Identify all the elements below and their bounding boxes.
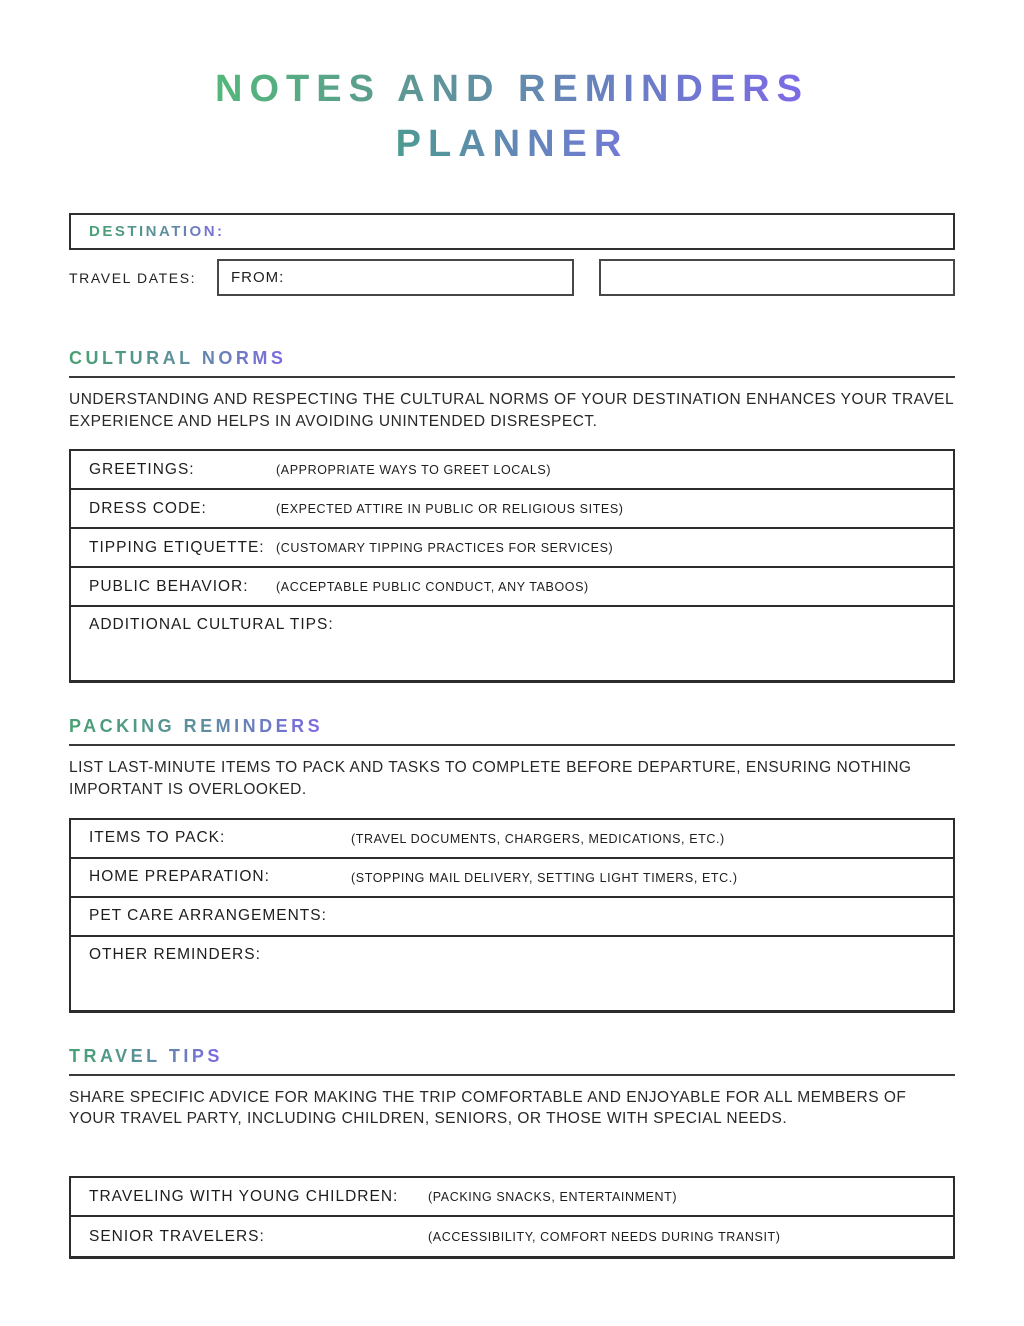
- travel-dates-row: [69, 259, 955, 296]
- table-row[interactable]: [71, 490, 953, 529]
- section-heading: PACKING REMINDERS: [69, 716, 324, 737]
- table-row[interactable]: [71, 607, 953, 680]
- travel-dates-label: TRAVEL DATES:: [69, 269, 197, 286]
- row-label: TRAVELING WITH YOUNG CHILDREN:: [89, 1187, 399, 1205]
- row-label: ITEMS TO PACK:: [89, 829, 226, 847]
- section-description: UNDERSTANDING AND RESPECTING THE CULTURAL NORMS OF YOUR DESTINATION ENHANCES YOUR TRAVEL EXPERIENCE AND HELPS IN AVOIDING UNINTENDED DISRESPECT.: [69, 391, 954, 430]
- planner-section: [69, 1046, 955, 1259]
- row-label: HOME PREPARATION:: [89, 868, 270, 886]
- destination-label: DESTINATION:: [89, 223, 225, 240]
- table-row[interactable]: [71, 937, 953, 1010]
- planner-section: [69, 348, 955, 683]
- table-row[interactable]: [71, 898, 953, 937]
- row-label: OTHER REMINDERS:: [89, 945, 261, 963]
- from-label: FROM:: [231, 269, 285, 286]
- page-title-line2: PLANNER: [395, 123, 629, 165]
- sections-container: [69, 348, 955, 1259]
- page-title: [69, 0, 955, 163]
- row-hint: (ACCESSIBILITY, COMFORT NEEDS DURING TRANSIT): [428, 1230, 781, 1245]
- table-row[interactable]: [71, 529, 953, 568]
- row-hint: (PACKING SNACKS, ENTERTAINMENT): [428, 1190, 678, 1205]
- row-hint: (TRAVEL DOCUMENTS, CHARGERS, MEDICATIONS, ETC.): [351, 831, 725, 846]
- row-label: SENIOR TRAVELERS:: [89, 1227, 265, 1245]
- row-label: TIPPING ETIQUETTE:: [89, 538, 265, 556]
- section-table: [69, 449, 955, 683]
- destination-field[interactable]: [69, 213, 955, 250]
- section-description: SHARE SPECIFIC ADVICE FOR MAKING THE TRIP COMFORTABLE AND ENJOYABLE FOR ALL MEMBERS OF YOUR TRAVEL PARTY, INCLUDING CHILDREN, SENIORS, OR THOSE WITH SPECIAL NEEDS.: [69, 1088, 907, 1128]
- table-row[interactable]: [71, 1217, 953, 1256]
- section-heading: CULTURAL NORMS: [69, 348, 287, 368]
- table-row[interactable]: [71, 820, 953, 859]
- row-hint: (APPROPRIATE WAYS TO GREET LOCALS): [276, 463, 552, 478]
- row-hint: (EXPECTED ATTIRE IN PUBLIC OR RELIGIOUS SITES): [276, 502, 624, 517]
- table-row[interactable]: [71, 1178, 953, 1217]
- row-hint: (STOPPING MAIL DELIVERY, SETTING LIGHT TIMERS, ETC.): [351, 870, 738, 885]
- row-label: ADDITIONAL CULTURAL TIPS:: [89, 616, 334, 634]
- travel-date-from-field[interactable]: [217, 259, 574, 296]
- row-hint: (CUSTOMARY TIPPING PRACTICES FOR SERVICES): [276, 541, 614, 556]
- planner-section: [69, 716, 955, 1012]
- row-label: GREETINGS:: [89, 460, 195, 478]
- table-row[interactable]: [71, 859, 953, 898]
- page-title-line1: NOTES AND REMINDERS: [215, 68, 809, 110]
- section-heading: TRAVEL TIPS: [69, 1045, 223, 1066]
- section-divider: [69, 744, 955, 746]
- row-label: DRESS CODE:: [89, 499, 207, 517]
- table-row[interactable]: [71, 568, 953, 607]
- section-divider: [69, 1074, 955, 1076]
- row-hint: (ACCEPTABLE PUBLIC CONDUCT, ANY TABOOS): [276, 580, 589, 595]
- row-label: PET CARE ARRANGEMENTS:: [89, 907, 327, 925]
- section-table: [69, 818, 955, 1013]
- section-description: LIST LAST-MINUTE ITEMS TO PACK AND TASKS TO COMPLETE BEFORE DEPARTURE, ENSURING NOTHING IMPORTANT IS OVERLOOKED.: [69, 759, 912, 799]
- section-table: [69, 1176, 955, 1259]
- travel-date-to-field[interactable]: [599, 259, 955, 296]
- section-divider: [69, 376, 955, 378]
- row-label: PUBLIC BEHAVIOR:: [89, 577, 249, 595]
- table-row[interactable]: [71, 451, 953, 490]
